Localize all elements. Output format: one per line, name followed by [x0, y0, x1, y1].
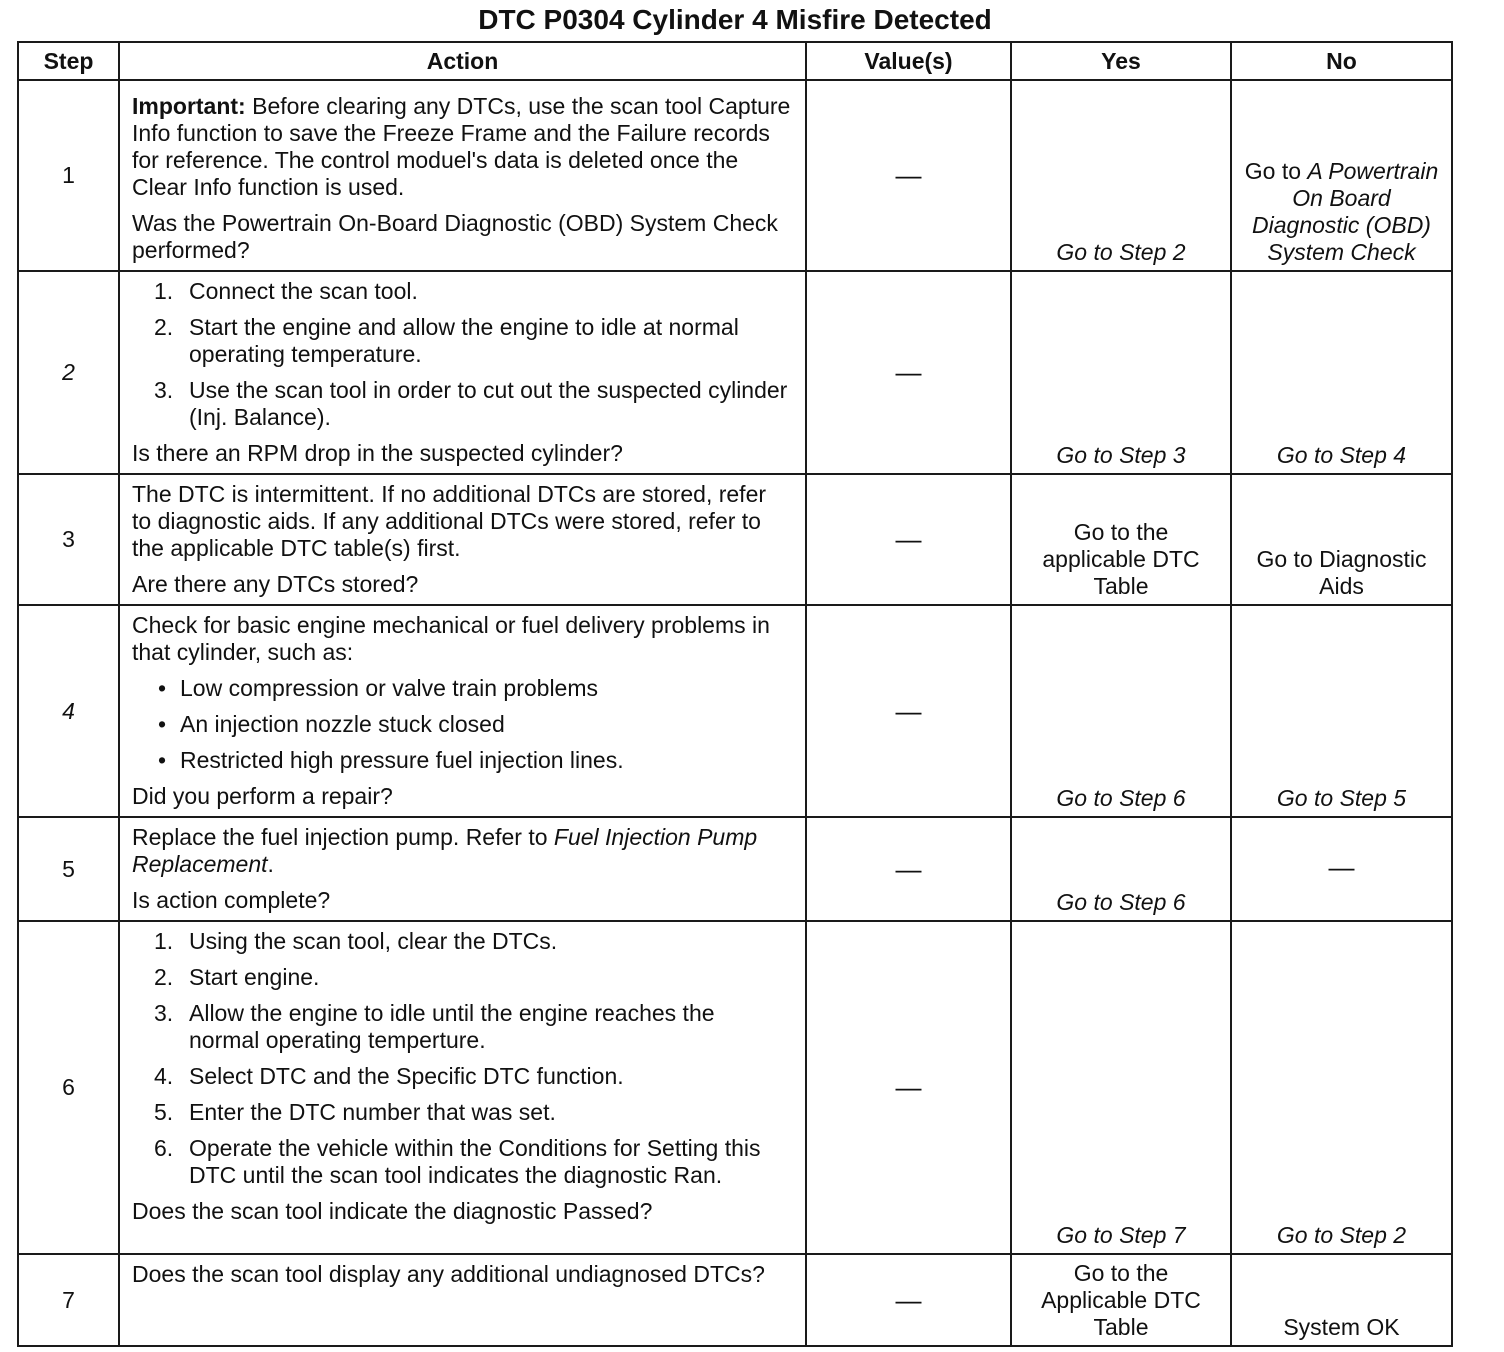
- numbered-list: [132, 928, 791, 1189]
- table-row: [18, 817, 1452, 921]
- value-cell: —: [806, 921, 1011, 1254]
- value-cell: —: [806, 80, 1011, 271]
- table-row: [18, 474, 1452, 605]
- no-italic: A Powertrain On Board Diagnostic (OBD) System Check: [1252, 158, 1439, 265]
- table-row: [18, 271, 1452, 474]
- page-title: DTC P0304 Cylinder 4 Misfire Detected: [478, 4, 992, 35]
- no-cell: System OK: [1231, 1254, 1452, 1346]
- table-row: [18, 1254, 1452, 1346]
- list-item: 2. Start engine.: [154, 964, 320, 990]
- step-number: 4: [18, 605, 119, 817]
- no-prefix: Go to: [1244, 158, 1308, 184]
- important-text: Before clearing any DTCs, use the scan tool Capture Info function to save the Freeze Frame and the Failure records for reference. The control moduel's data is deleted once the Clear Info function is used.: [132, 93, 791, 200]
- header-no: No: [1231, 42, 1452, 80]
- list-item: 2. Start the engine and allow the engine to idle at normal operating temperature.: [154, 314, 739, 367]
- header-action: Action: [119, 42, 806, 80]
- yes-cell: Go to Step 2: [1011, 80, 1231, 271]
- value-cell: —: [806, 817, 1011, 921]
- list-item: 4. Select DTC and the Specific DTC function.: [154, 1063, 624, 1089]
- table-row: [18, 605, 1452, 817]
- list-item: 3. Use the scan tool in order to cut out the suspected cylinder (Inj. Balance).: [154, 377, 788, 430]
- no-cell: Go to Step 4: [1231, 271, 1452, 474]
- table-row: [18, 921, 1452, 1254]
- value-cell: —: [806, 1254, 1011, 1346]
- no-cell: Go to Step 2: [1231, 921, 1452, 1254]
- action-cell: [119, 1254, 806, 1346]
- yes-cell: Go to Step 3: [1011, 271, 1231, 474]
- step-number: 1: [18, 80, 119, 271]
- no-cell: Go to Step 5: [1231, 605, 1452, 817]
- instruction-text: Replace the fuel injection pump. Refer to Fuel Injection Pump Replacement.: [132, 824, 758, 877]
- header-step: Step: [18, 42, 119, 80]
- action-cell: [119, 80, 806, 271]
- header-values: Value(s): [806, 42, 1011, 80]
- step-number: 6: [18, 921, 119, 1254]
- question: Is action complete?: [132, 887, 331, 913]
- list-item: 5. Enter the DTC number that was set.: [154, 1099, 556, 1125]
- important-note: [132, 93, 791, 201]
- no-cell: Go to Diagnostic Aids: [1231, 474, 1452, 605]
- instruction-text: Check for basic engine mechanical or fuel delivery problems in that cylinder, such as:: [132, 612, 770, 665]
- reference-link-text: Fuel Injection Pump Replacement: [132, 824, 758, 877]
- list-item: 3. Allow the engine to idle until the engine reaches the normal operating temperture.: [154, 1000, 715, 1053]
- question: Is there an RPM drop in the suspected cylinder?: [132, 440, 623, 466]
- instruction-text: The DTC is intermittent. If no additional DTCs are stored, refer to diagnostic aids. If any additional DTCs were stored, refer to the applicable DTC table(s) first.: [132, 481, 767, 561]
- action-cell: [119, 817, 806, 921]
- yes-cell: Go to Step 7: [1011, 921, 1231, 1254]
- yes-cell: Go to the Applicable DTC Table: [1011, 1254, 1231, 1346]
- question: Did you perform a repair?: [132, 783, 393, 809]
- no-cell: [1231, 80, 1452, 271]
- value-cell: —: [806, 605, 1011, 817]
- numbered-list: [132, 278, 791, 431]
- header-row: [18, 42, 1452, 80]
- action-cell: [119, 605, 806, 817]
- question: Was the Powertrain On-Board Diagnostic (OBD) System Check performed?: [132, 210, 778, 263]
- yes-cell: Go to the applicable DTC Table: [1011, 474, 1231, 605]
- action-cell: [119, 271, 806, 474]
- list-item: • An injection nozzle stuck closed: [158, 711, 505, 737]
- question: Are there any DTCs stored?: [132, 571, 419, 597]
- yes-cell: Go to Step 6: [1011, 817, 1231, 921]
- bullet-list: [132, 675, 791, 774]
- list-item: • Low compression or valve train problems: [158, 675, 599, 701]
- no-cell: —: [1231, 817, 1452, 921]
- question: Does the scan tool display any additional undiagnosed DTCs?: [132, 1261, 765, 1287]
- step-number: 5: [18, 817, 119, 921]
- header-yes: Yes: [1011, 42, 1231, 80]
- important-label: Important:: [132, 93, 246, 119]
- value-cell: —: [806, 271, 1011, 474]
- list-item: • Restricted high pressure fuel injection lines.: [158, 747, 624, 773]
- action-cell: [119, 921, 806, 1254]
- question: Does the scan tool indicate the diagnostic Passed?: [132, 1198, 653, 1224]
- step-number: 3: [18, 474, 119, 605]
- list-item: 1. Connect the scan tool.: [154, 278, 418, 304]
- step-number: 2: [18, 271, 119, 474]
- diagnostic-table: [17, 41, 1453, 1347]
- action-cell: [119, 474, 806, 605]
- step-number: 7: [18, 1254, 119, 1346]
- list-item: 1. Using the scan tool, clear the DTCs.: [154, 928, 558, 954]
- value-cell: —: [806, 474, 1011, 605]
- table-row: [18, 80, 1452, 271]
- yes-cell: Go to Step 6: [1011, 605, 1231, 817]
- list-item: 6. Operate the vehicle within the Conditions for Setting this DTC until the scan tool indicates the diagnostic Ran.: [154, 1135, 761, 1188]
